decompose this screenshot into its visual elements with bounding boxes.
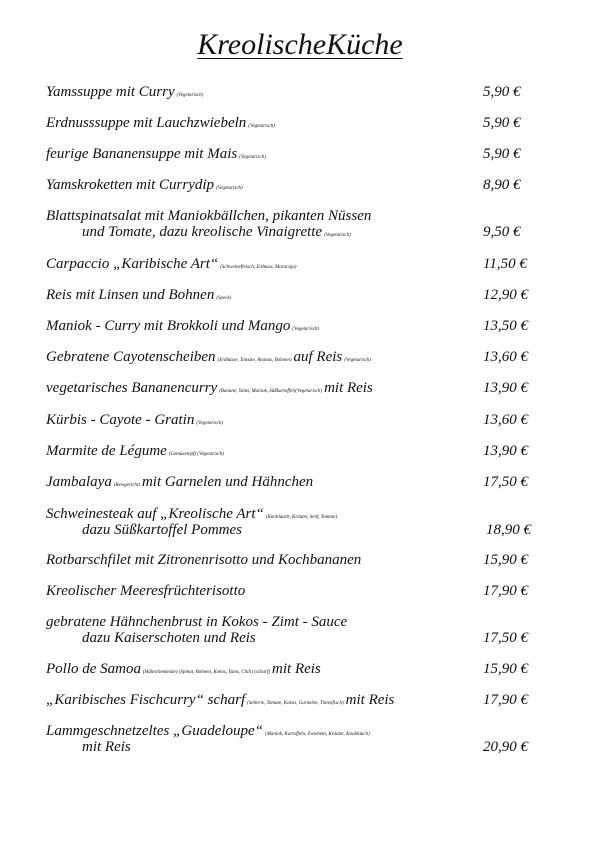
- dish-price: 17,50 €: [483, 474, 528, 490]
- dish-note: (Maniok, Kartoffeln, Zwiebeln, Kräuter, Knoblauch): [265, 732, 370, 737]
- dish-name: „Karibisches Fischcurry“ scharf: [46, 692, 246, 708]
- dish-name: Carpaccio „Karibische Art“: [46, 256, 219, 272]
- dish-name-suffix: auf Reis: [293, 349, 343, 365]
- dish-line: [46, 614, 347, 630]
- dish-name: Kürbis - Cayote - Gratin: [46, 412, 195, 428]
- dish-line: [46, 287, 233, 307]
- dish-line: [46, 177, 245, 197]
- dish-price: 5,90 €: [483, 146, 521, 162]
- dish-price: 11,50 €: [483, 256, 527, 272]
- dish-price: 17,50 €: [483, 630, 528, 646]
- dish-price: 17,90 €: [483, 583, 528, 599]
- dish-name-cont: dazu Süßkartoffel Pommes: [82, 522, 242, 538]
- dish-name: gebratene Hähnchenbrust in Kokos - Zimt - Sauce: [46, 614, 348, 630]
- dish-name: Blattspinatsalat mit Maniokbällchen, pikanten Nüssen: [46, 208, 372, 224]
- dish-price: 13,60 €: [483, 349, 528, 365]
- dish-line: [46, 256, 298, 276]
- dish-price: 5,90 €: [483, 115, 521, 131]
- dish-price: 20,90 €: [483, 739, 528, 755]
- dish-note: (Erdnüsse, Tomate, Ananas, Bohnen): [217, 358, 292, 363]
- dish-price: 15,90 €: [483, 661, 528, 677]
- dish-line: [46, 318, 321, 338]
- dish-line: [46, 412, 225, 432]
- dish-line: [46, 349, 373, 369]
- dish-name: Marmite de Légume: [46, 443, 167, 459]
- dish-name-suffix: mit Reis: [324, 380, 373, 396]
- dish-line: [46, 380, 373, 400]
- dish-note: (Schweinefleisch, Erdnuss, Maracuja): [220, 265, 297, 270]
- dish-note: (Vegetarisch): [196, 421, 224, 426]
- dish-name-suffix: mit Reis: [272, 661, 321, 677]
- dish-price: 5,90 €: [483, 84, 521, 100]
- dish-price: 18,90 €: [486, 522, 531, 538]
- dish-name: Yamssuppe mit Curry: [46, 84, 175, 100]
- dish-price: 15,90 €: [483, 552, 528, 568]
- dish-name: feurige Bananensuppe mit Mais: [46, 146, 238, 162]
- dish-note: (Gemüsetopf) (Vegetarisch): [168, 452, 224, 457]
- dish-name: Yamskroketten mit Currydip: [46, 177, 215, 193]
- dish-name: Rotbarschfilet mit Zitronenrisotto und Kochbananen: [46, 552, 362, 568]
- dish-note: (Banane, Yams, Maniok, Süßkartoffel)(Vegetarisch): [219, 389, 323, 394]
- dish-note: (Knoblauch, Kräuter, Senf, Tomate): [265, 515, 338, 520]
- dish-line: [46, 84, 205, 104]
- dish-note: (Vegetarisch): [216, 186, 243, 191]
- dish-name: Lammgeschnetzeltes „Guadeloupe“: [46, 723, 264, 739]
- dish-price: 12,90 €: [483, 287, 528, 303]
- dish-line: [46, 661, 321, 681]
- dish-price: 8,90 €: [483, 177, 521, 193]
- dish-line: [46, 583, 245, 599]
- dish-name-suffix: mit Garnelen und Hähnchen: [141, 474, 314, 490]
- dish-price: 13,60 €: [483, 412, 528, 428]
- dish-name-cont: und Tomate, dazu kreolische Vinaigrette: [82, 224, 323, 240]
- dish-line: [46, 474, 313, 494]
- dish-note: (Hähnchenkeule) (Spinat, Bohnen, Kokos, Yams, Chili) (scharf): [143, 670, 271, 675]
- dish-note: (Vegetarisch): [324, 233, 351, 238]
- dish-line: [46, 692, 394, 712]
- dish-name: Gebratene Cayotenscheiben: [46, 349, 216, 365]
- dish-note: (Vegetarisch): [292, 327, 320, 332]
- dish-note: (Speck): [216, 296, 232, 301]
- dish-note: (Sellerie, Tomate, Kokos, Garnelen, Tintenfisch): [247, 701, 344, 706]
- dish-price: 13,50 €: [483, 318, 528, 334]
- page-title: KreolischeKüche: [197, 28, 403, 61]
- dish-name: vegetarisches Bananencurry: [46, 380, 218, 396]
- dish-price: 13,90 €: [483, 380, 528, 396]
- dish-name: Reis mit Linsen und Bohnen: [46, 287, 215, 303]
- dish-price: 17,90 €: [483, 692, 528, 708]
- dish-name: Kreolischer Meeresfrüchterisotto: [46, 583, 246, 599]
- dish-name: Maniok - Curry mit Brokkoli und Mango: [46, 318, 291, 334]
- dish-line-2: [82, 522, 242, 538]
- dish-note: (Reisgericht): [113, 483, 140, 488]
- dish-name-cont: dazu Kaiserschoten und Reis: [82, 630, 256, 646]
- dish-line-2: [82, 630, 256, 646]
- dish-note: (Vegetarisch): [344, 358, 371, 363]
- dish-line-2: [82, 739, 131, 755]
- dish-price: 9,50 €: [483, 224, 521, 240]
- dish-line: [46, 443, 226, 463]
- dish-line: [46, 552, 361, 568]
- dish-name: Schweinesteak auf „Kreolische Art“: [46, 506, 264, 522]
- dish-name-suffix: mit Reis: [345, 692, 395, 708]
- dish-line: [46, 146, 268, 166]
- dish-line: [46, 208, 371, 224]
- dish-name: Pollo de Samoa: [46, 661, 141, 677]
- dish-name: Jambalaya: [46, 474, 112, 490]
- dish-note: (Vegetarisch): [239, 155, 266, 160]
- dish-line-2: [82, 224, 353, 244]
- dish-price: 13,90 €: [483, 443, 528, 459]
- dish-note: (Vegetarisch): [176, 93, 204, 98]
- dish-name: Erdnusssuppe mit Lauchzwiebeln: [46, 115, 247, 131]
- dish-note: (Vegetarisch): [248, 124, 275, 129]
- dish-name-cont: mit Reis: [82, 739, 131, 755]
- dish-line: [46, 115, 277, 135]
